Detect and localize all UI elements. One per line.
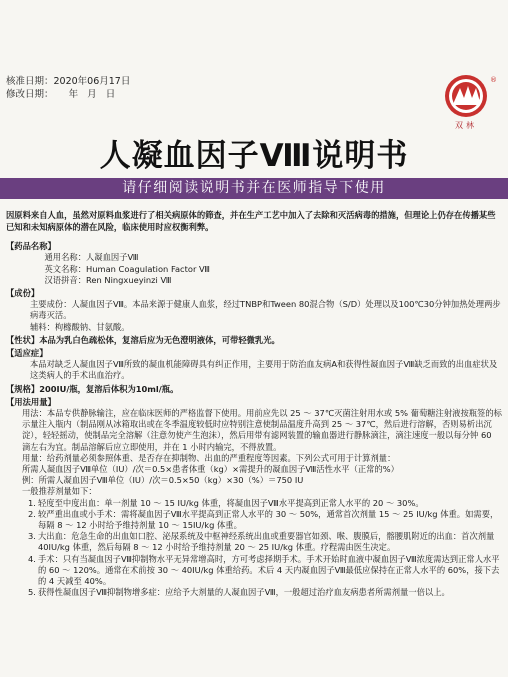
list-item-text: 获得性凝血因子Ⅷ抑制物增多症：应给予大剂量的人凝血因子Ⅷ，一般超过治疗血友病患者所需剂量一倍以上。 (38, 587, 450, 598)
common-name-row (6, 252, 502, 263)
page-title: 人凝血因子Ⅷ说明书 (99, 138, 409, 174)
section-dosage: 【用法用量】 (6, 396, 56, 407)
pinyin-value: Ren Ningxueyinzi Ⅷ (86, 274, 172, 285)
date-block (6, 76, 130, 101)
section-indications: 【适应症】 (6, 348, 48, 359)
list-item-text: 轻度至中度出血：单一剂量 10 ～ 15 IU/kg 体重，将凝血因子Ⅷ水平提高到正常人水平的 20 ～ 30%。 (38, 497, 424, 508)
list-item-text: 较严重出血或小手术：需将凝血因子Ⅷ水平提高到正常人水平的 30 ～ 50%，通常首次剂量 15 ～ 25 IU/kg 体重。如需要，每隔 8 ～ 12 小时给予维持剂量 10 ～ 15IU/kg 体重。 (38, 508, 499, 531)
instruction-banner: 请仔细阅读说明书并在医师指导下使用 (0, 178, 508, 199)
logo-text: 双林 (455, 121, 477, 130)
list-item (28, 587, 502, 598)
dosage-example: 例：所需人凝血因子Ⅷ单位（IU）/次＝0.5×50（kg）×30（%）＝750 IU (22, 475, 304, 486)
english-name-row (6, 264, 502, 275)
dosage-recommendation: 一般推荐剂量如下： (22, 486, 97, 497)
dosage-list (6, 498, 502, 599)
leaflet-body (6, 210, 502, 598)
english-name-value: Human Coagulation Factor Ⅷ (86, 263, 210, 274)
section-specification: 【规格】200IU/瓶，复溶后体积为10ml/瓶。 (6, 383, 179, 394)
list-item-number: 2. (28, 508, 36, 519)
common-name-value: 人凝血因子Ⅷ (86, 252, 139, 263)
approval-date: 核准日期：2020年06月17日 (6, 76, 131, 87)
section-composition: 【成份】 (6, 288, 40, 298)
dosage-amount: 用量：给药剂量必须参照体重、是否存在抑制物、出血的严重程度等因素。下列公式可用于计算剂量： (22, 452, 396, 463)
risk-warning: 因原料来自人血，虽然对原料血浆进行了相关病原体的筛查，并在生产工艺中加入了去除和灭活病毒的措施，但理论上仍存在传播某些已知和未知病原体的潜在风险，临床使用时应权衡利弊。 (6, 210, 496, 232)
list-item (28, 554, 502, 588)
composition-main: 主要成份：人凝血因子Ⅷ。本品来源于健康人血浆，经过TNBP和Tween 80混合物（S/D）处理以及100℃30分钟加热处理两步病毒灭活。 (30, 299, 501, 321)
registered-mark: ® (490, 76, 497, 84)
revision-date: 修改日期： 年 月 日 (6, 88, 116, 100)
pinyin-row (6, 275, 502, 286)
list-item-number: 5. (28, 587, 36, 598)
list-item-number: 3. (28, 531, 36, 542)
list-item-text: 手术：只有当凝血因子Ⅷ抑制物水平无异常增高时，方可考虑择期手术。手术开始时血液中凝血因子Ⅷ浓度需达到正常人水平的 60 ～ 120%。通常在术前按 30 ～ 40IU/kg 体重给药。术后 4 天内凝血因子Ⅷ最低应保持在正常人水平的 60%，接下去的 4 天减至 40%。 (38, 553, 500, 587)
pinyin-label: 汉语拼音： (44, 274, 86, 285)
list-item-number: 4. (28, 553, 36, 564)
english-name-label: 英文名称： (44, 263, 86, 274)
indications-text: 本品对缺乏人凝血因子Ⅷ所致的凝血机能障碍具有纠正作用，主要用于防治血友病A和获得性凝血因子Ⅷ缺乏而致的出血症状及这类病人的手术出血治疗。 (30, 359, 498, 381)
composition-excipients: 辅料：枸橼酸钠、甘氨酸。 (30, 321, 130, 332)
list-item (28, 498, 502, 509)
dosage-usage: 用法：本品专供静脉输注，应在临床医师的严格监督下使用。用前应先以 25 ～ 37℃灭菌注射用水或 5% 葡萄糖注射液按瓶签的标示量注入瓶内（制品刚从冰箱取出或在冬季温度较低时应特别注意使制品温度升高到 25 ～ 37℃，然后进行溶解，否则易析出沉淀），轻轻摇动，使制品完全溶解（注意勿使产生泡沫），然后用带有滤网装置的输血器进行静脉滴注，滴注速度一般以每分钟 60 滴左右为宜。制品溶解后应立即使用，并在 1 小时内输完，不得放置。 (22, 408, 502, 452)
list-item-text: 大出血：危急生命的出血如口腔、泌尿系统及中枢神经系统出血或重要器官如颈、喉、腹膜后，髂腰肌附近的出血：首次剂量 40IU/kg 体重，然后每隔 8 ～ 12 小时给予维持剂量 20 ～ 25 IU/kg 体重。疗程需由医生决定。 (38, 531, 495, 553)
section-appearance: 【性状】本品为乳白色疏松体，复溶后应为无色澄明液体，可带轻微乳光。 (6, 334, 280, 345)
list-item (28, 509, 502, 531)
common-name-label: 通用名称： (44, 252, 86, 263)
dosage-formula: 所需人凝血因子Ⅷ单位（IU）/次＝0.5×患者体重（kg）×需提升的凝血因子Ⅷ活性水平（正常的%） (22, 464, 399, 475)
list-item-number: 1. (28, 497, 36, 508)
list-item (28, 531, 502, 553)
section-drug-name: 【药品名称】 (6, 241, 56, 252)
